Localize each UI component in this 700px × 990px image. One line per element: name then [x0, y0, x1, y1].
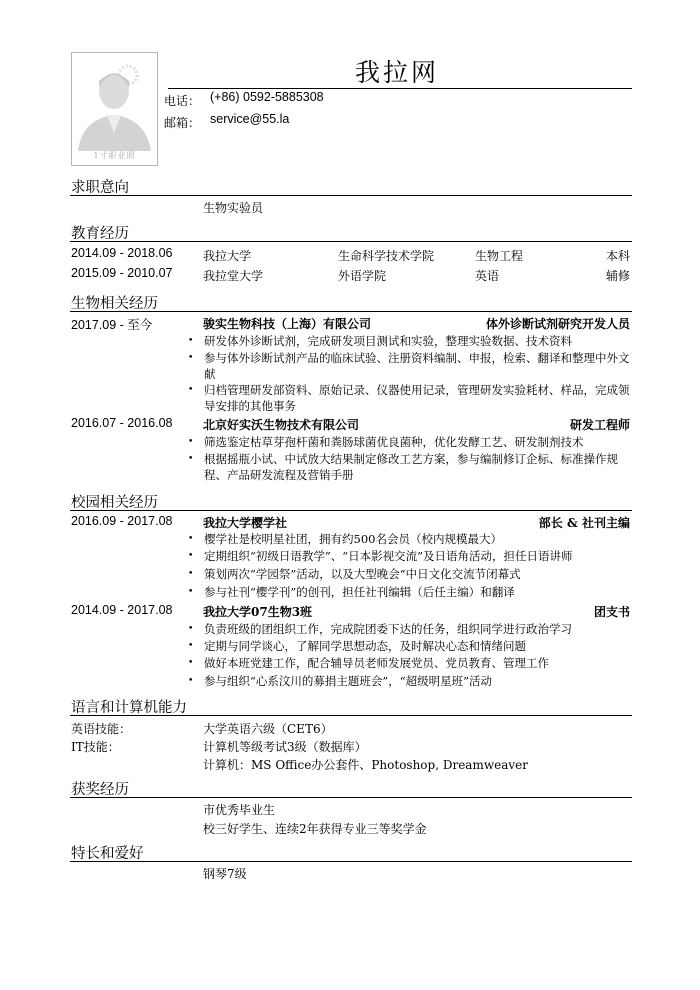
section-title-hobbies: 特长和爱好 [71, 846, 144, 862]
bullet-item: • 参与体外诊断试剂产品的临床试验、注册资料编制、申报，检索、翻译和整理中外文献 [188, 351, 630, 381]
email-value: service@55.la [210, 112, 290, 126]
education-major: 英语 [475, 269, 500, 283]
phone-value: (+86) 0592-5885308 [210, 90, 324, 104]
it-skill-value: 计算机：MS Office办公套件、Photoshop, Dreamweaver [203, 758, 528, 772]
bullet-item: • 根据摇瓶小试、中试放大结果制定修改工艺方案，参与编制修订企标、标准操作规程、产品研发流程及营销手册 [188, 452, 618, 482]
section-divider [70, 797, 632, 798]
english-skill-value: 大学英语六级（CET6） [203, 722, 333, 736]
it-skill-label: IT技能： [71, 740, 120, 754]
photo-caption: 1寸职业照 [93, 151, 136, 160]
section-divider [70, 510, 632, 511]
section-title-education: 教育经历 [71, 226, 129, 242]
campus-date: 2014.09 - 2017.08 [71, 603, 173, 617]
section-title-objective: 求职意向 [71, 180, 129, 196]
hobby-item: 钢琴7级 [203, 867, 247, 881]
job-company: 北京好实沃生物技术有限公司 [203, 418, 360, 432]
section-divider [70, 311, 632, 312]
award-item: 校三好学生、连续2年获得专业三等奖学金 [203, 822, 427, 836]
profile-photo [71, 52, 158, 166]
bullet-item: • 归档管理研发部资料、原始记录、仪器使用记录，管理研发实验耗材、样品，完成领导安排的其他事务 [188, 383, 630, 413]
section-title-campus: 校园相关经历 [71, 495, 158, 511]
section-divider [70, 715, 632, 716]
applicant-name: 我拉网 [355, 58, 440, 87]
education-degree: 本科 [605, 249, 630, 263]
education-college: 生命科学技术学院 [338, 249, 435, 263]
bullet-item: • 做好本班党建工作，配合辅导员老师发展党员、党员教育、管理工作 [188, 656, 549, 670]
section-title-awards: 获奖经历 [71, 782, 129, 798]
job-date: 2017.09 - 至今 [71, 318, 153, 332]
job-role: 研发工程师 [569, 418, 630, 432]
bullet-item: • 负责班级的团组织工作，完成院团委下达的任务，组织同学进行政治学习 [188, 622, 572, 636]
it-skill-value: 计算机等级考试3级（数据库） [203, 740, 367, 754]
education-degree: 辅修 [605, 269, 630, 283]
bullet-item: • 参与社刊“樱学刊”的创刊，担任社刊编辑（后任主编）和翻译 [188, 585, 515, 599]
education-college: 外语学院 [338, 269, 387, 283]
bullet-item: • 筛选鉴定枯草芽孢杆菌和粪肠球菌优良菌种，优化发酵工艺、研发制剂技术 [188, 435, 584, 449]
section-divider [70, 861, 632, 862]
objective-value: 生物实验员 [203, 201, 264, 215]
campus-org: 我拉大学樱学社 [203, 516, 288, 530]
education-school: 我拉大学 [203, 249, 252, 263]
section-divider [70, 241, 632, 242]
header-divider [168, 88, 632, 89]
bullet-item: • 定期与同学谈心，了解同学思想动态，及时解决心态和情绪问题 [188, 639, 526, 653]
education-date: 2014.09 - 2018.06 [71, 246, 173, 260]
award-item: 市优秀毕业生 [203, 803, 276, 817]
campus-org: 我拉大学07生物3班 [203, 605, 313, 619]
campus-role: 部长 & 社刊主编 [538, 516, 630, 530]
campus-date: 2016.09 - 2017.08 [71, 514, 173, 528]
section-title-bio-experience: 生物相关经历 [71, 296, 158, 312]
job-role: 体外诊断试剂研究开发人员 [485, 317, 630, 331]
bullet-item: • 策划两次“学园祭”活动，以及大型晚会“中日文化交流节闭幕式 [188, 567, 521, 581]
education-school: 我拉堂大学 [203, 269, 264, 283]
person-silhouette-icon [72, 53, 157, 165]
bullet-item: • 参与组织“心系汶川的募捐主题班会”，“超级明星班”活动 [188, 674, 493, 688]
phone-label: 电话： [164, 94, 201, 108]
campus-role: 团支书 [593, 605, 630, 619]
job-date: 2016.07 - 2016.08 [71, 416, 173, 430]
section-divider [70, 195, 632, 196]
bullet-item: • 定期组织“初级日语教学”、“日本影视交流”及日语角活动，担任日语讲师 [188, 549, 573, 563]
job-company: 骏实生物科技（上海）有限公司 [203, 317, 372, 331]
bullet-item: • 樱学社是校明星社团，拥有约500名会员（校内规模最大） [188, 532, 502, 546]
english-skill-label: 英语技能： [71, 722, 132, 736]
education-date: 2015.09 - 2010.07 [71, 266, 173, 280]
email-label: 邮箱： [164, 116, 201, 130]
education-major: 生物工程 [475, 249, 524, 263]
section-title-skills: 语言和计算机能力 [71, 700, 187, 716]
bullet-item: • 研发体外诊断试剂，完成研发项目测试和实验，整理实验数据、技术资料 [188, 334, 572, 348]
